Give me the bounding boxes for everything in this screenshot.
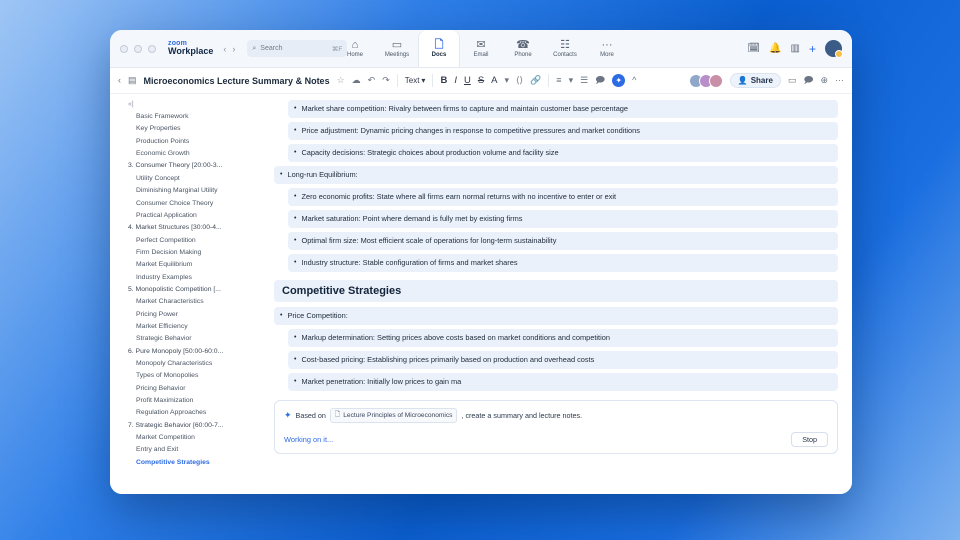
ai-companion-panel[interactable] [274,400,838,454]
outline-item[interactable]: Industry Examples [136,273,192,281]
ai-prompt-prefix: Based on [295,410,326,420]
back-icon[interactable]: ‹ [118,75,121,85]
navigation-arrows[interactable] [223,44,235,54]
tab-contacts[interactable] [544,30,586,68]
bullet-icon: • [294,192,297,200]
outline-item[interactable]: 7. Strategic Behavior [60:00-7... [128,421,224,429]
zoom-workplace-window [110,30,852,494]
document-bullet[interactable] [288,373,838,391]
chat-icon[interactable]: 🗩 [803,75,814,85]
toolbar-right-actions[interactable] [689,73,844,88]
list-icon[interactable]: ☰ [580,75,589,85]
bullet-icon: • [294,355,297,363]
document-icon: 🗋 [334,410,341,418]
sparkle-icon: ✦ [284,409,292,420]
bullet-text: Zero economic profits: State where all firms earn normal returns with no incentive to enter or exit [301,191,617,201]
video-camera-icon: ▭ [391,38,403,51]
panel-toggle-icon[interactable]: ▥ [790,43,800,54]
tab-more-label: More [600,51,614,58]
outline-item[interactable]: Strategic Behavior [136,335,192,343]
bullet-text: Market penetration: Initially low prices to gain ma [301,376,462,386]
bullet-icon: • [294,148,297,156]
tab-home[interactable] [331,30,376,68]
document-bullet[interactable] [274,166,838,184]
ai-status-text: Working on it... [284,434,334,444]
text-color-button[interactable]: A [491,75,498,86]
search-shortcut-label: ⌘F [331,45,343,53]
bullet-text: Industry structure: Stable configuration of firms and market shares [301,257,518,267]
toolbar-divider [432,74,433,87]
titlebar-actions[interactable] [747,40,842,57]
outline-item[interactable]: Pricing Behavior [136,384,186,392]
bullet-text: Market saturation: Point where demand is fully met by existing firms [301,213,523,223]
share-person-icon: 👤 [737,76,748,85]
outline-item[interactable]: Production Points [136,137,190,145]
star-icon[interactable]: ☆ [336,75,345,85]
link-icon[interactable]: 🔗 [530,75,542,85]
bullet-icon: • [280,311,283,319]
document-content[interactable] [268,94,852,494]
strikethrough-button[interactable]: S [477,75,485,86]
comment-icon[interactable]: 🗩 [595,75,606,85]
main-tabbar[interactable] [331,30,628,68]
document-icon: 🗋 [434,38,444,51]
bullet-text: Long-run Equilibrium: [287,169,358,179]
bell-icon[interactable]: 🔔 [769,43,782,54]
forward-arrow-icon[interactable]: › [232,43,236,54]
tab-email-label: Email [473,51,489,58]
search-icon: ⌕ [252,44,257,52]
search-placeholder: Search [260,44,283,52]
outline-item[interactable]: 3. Consumer Theory [20:00-3... [128,162,223,170]
brand-workplace-text: Workplace [168,46,214,57]
calendar-icon[interactable]: 🗓 [747,43,761,54]
source-document-label: Lecture Principles of Microeconomics [343,411,453,419]
outline-item[interactable]: Pricing Power [136,310,178,318]
outline-item[interactable]: Monopoly Characteristics [136,359,213,367]
home-icon: ⌂ [351,38,359,51]
chevron-down-icon: ▾ [421,76,426,85]
bullet-text: Price Competition: [287,310,348,320]
ai-prompt-suffix: , create a summary and lecture notes. [461,410,583,420]
tab-more[interactable] [586,30,628,68]
window-controls[interactable] [120,45,156,53]
global-search-input[interactable] [247,40,347,57]
collapse-outline-icon[interactable]: «| [128,101,134,108]
cloud-saved-icon: ☁ [351,75,361,85]
minimize-window-button[interactable] [134,45,142,53]
document-bullet[interactable] [288,144,838,162]
maximize-window-button[interactable] [148,45,156,53]
envelope-icon: ✉ [476,38,486,51]
close-window-button[interactable] [120,45,128,53]
outline-item[interactable]: Practical Application [136,211,197,219]
document-toolbar[interactable] [110,68,852,94]
outline-item[interactable]: Market Characteristics [136,298,204,306]
video-icon[interactable]: ▭ [787,75,797,85]
undo-icon[interactable]: ↶ [367,75,376,85]
text-style-label: Text [404,76,420,85]
bullet-icon: • [294,236,297,244]
outline-item[interactable]: Perfect Competition [136,236,196,244]
document-bullet[interactable] [288,254,838,272]
collapse-toolbar-icon[interactable]: ^ [632,75,637,85]
redo-icon[interactable]: ↷ [382,75,390,85]
document-bullet[interactable] [274,307,838,325]
bullet-icon: • [294,126,297,134]
outline-item[interactable]: 4. Market Structures [30:00-4... [128,224,222,232]
underline-button[interactable]: U [463,75,471,86]
toolbar-divider [548,74,549,87]
align-icon[interactable]: ≡ [556,75,562,85]
document-bullet[interactable] [288,100,838,118]
outline-item[interactable]: 5. Monopolistic Competition [... [128,285,221,293]
tab-meetings[interactable] [376,30,418,68]
bullet-icon: • [294,333,297,341]
outline-item[interactable]: Market Equilibrium [136,261,193,269]
outline-item[interactable]: Types of Monopolies [136,372,199,380]
code-icon[interactable]: ⟨⟩ [516,75,524,85]
bullet-text: Capacity decisions: Strategic choices about production volume and facility size [301,147,559,157]
avatar[interactable] [709,74,723,88]
chevron-down-icon[interactable]: ▾ [568,75,574,85]
ai-prompt-row [284,408,828,423]
document-icon: ▤ [128,75,137,85]
outline-item[interactable]: Profit Maximization [136,397,194,404]
zoom-workplace-logo [168,40,213,57]
collaborator-avatars[interactable] [689,74,723,88]
outline-list [128,111,262,469]
document-bullet[interactable] [288,122,838,140]
window-titlebar [110,30,852,68]
tab-email[interactable] [460,30,502,68]
text-style-dropdown[interactable] [405,76,426,85]
document-blocks [274,100,838,391]
tab-phone-label: Phone [514,51,532,58]
more-options-icon[interactable]: ··· [835,75,844,85]
toolbar-divider [397,74,398,87]
bullet-icon: • [294,377,297,385]
outline-item[interactable]: Firm Decision Making [136,248,202,256]
bullet-text: Markup determination: Setting prices above costs based on market conditions and competition [301,332,610,342]
tab-docs[interactable] [418,30,460,68]
document-body [110,94,852,494]
bullet-icon: • [280,170,283,178]
share-button-label: Share [750,76,773,85]
outline-item[interactable]: Market Competition [136,434,195,442]
phone-icon: ☎ [516,38,530,51]
bullet-text: Market share competition: Rivalry between firms to capture and maintain customer base percentage [301,104,629,113]
ai-companion-icon[interactable]: ✦ [612,74,625,87]
document-heading[interactable]: Competitive Strategies [274,280,838,302]
outline-item[interactable]: Regulation Approaches [136,409,207,417]
back-arrow-icon[interactable]: ‹ [223,43,227,54]
bold-button[interactable]: B [440,75,448,86]
ai-status-row [284,432,828,447]
outline-item[interactable]: 6. Pure Monopoly [50:00-60:0... [128,347,224,355]
tab-home-label: Home [346,51,363,58]
contacts-icon: ☷ [560,38,570,51]
more-dots-icon: ··· [601,38,613,51]
brand-zoom-text: zoom [168,40,188,48]
outline-item[interactable]: Consumer Choice Theory [136,199,214,207]
document-bullet[interactable] [288,351,838,369]
document-outline-sidebar[interactable] [110,94,268,494]
tab-contacts-label: Contacts [553,51,577,58]
source-document-chip[interactable] [330,408,458,423]
outline-item[interactable]: Market Efficiency [136,322,188,330]
page-title[interactable]: Microeconomics Lecture Summary & Notes [143,75,330,86]
document-bullet[interactable] [288,329,838,347]
share-button[interactable] [730,73,781,88]
tab-phone[interactable] [502,30,544,68]
globe-icon[interactable]: ⊕ [820,75,828,85]
italic-button[interactable]: I [454,75,457,86]
document-bullet[interactable] [288,232,838,250]
stop-button[interactable]: Stop [791,432,828,447]
avatar[interactable] [825,40,842,57]
outline-item[interactable]: Key Properties [136,125,181,133]
outline-item[interactable]: Diminishing Marginal Utility [136,187,218,195]
bullet-icon: • [294,105,297,112]
bullet-text: Optimal firm size: Most efficient scale of operations for long-term sustainability [301,235,557,245]
outline-item[interactable]: Economic Growth [136,150,190,158]
bullet-icon: • [294,214,297,222]
outline-item[interactable]: Basic Framework [136,113,189,121]
document-bullet[interactable] [288,210,838,228]
outline-item[interactable]: Competitive Strategies [136,458,210,466]
plus-icon[interactable]: + [808,41,816,56]
outline-item[interactable]: Utility Concept [136,174,180,182]
chevron-down-icon[interactable]: ▾ [504,75,510,85]
document-bullet[interactable] [288,188,838,206]
bullet-text: Price adjustment: Dynamic pricing changes in response to competitive pressures and market conditions [301,125,640,135]
tab-meetings-label: Meetings [384,51,410,58]
tab-docs-label: Docs [431,51,447,58]
bullet-text: Cost-based pricing: Establishing prices primarily based on production and overhead costs [301,354,595,364]
outline-item[interactable]: Entry and Exit [136,446,179,454]
bullet-icon: • [294,258,297,266]
